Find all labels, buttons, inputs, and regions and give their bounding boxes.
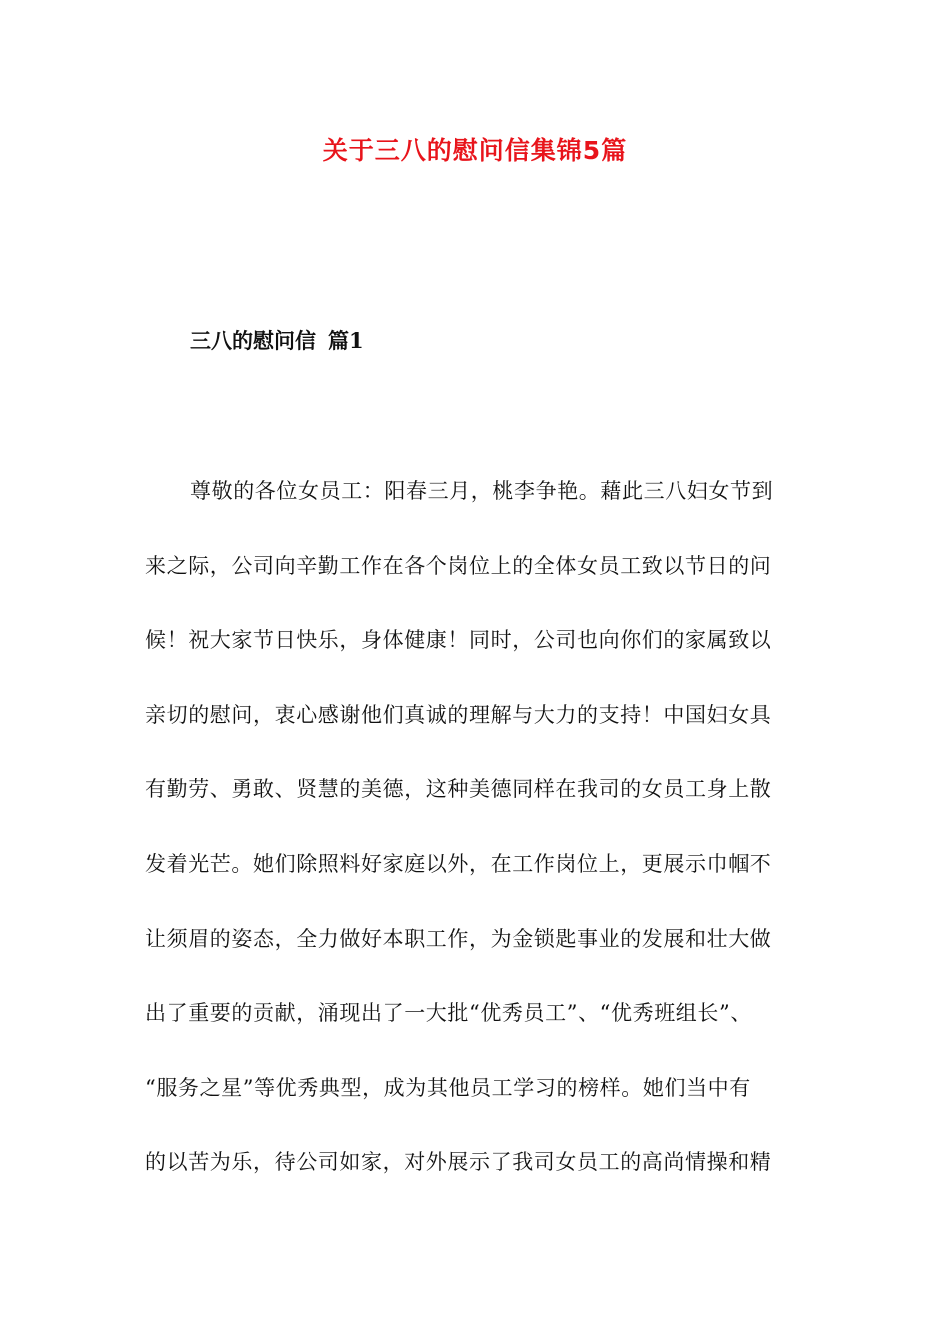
body-line: 尊敬的各位女员工：阳春三月，桃李争艳。藉此三八妇女节到 [190, 479, 774, 503]
body-line: 来之际，公司向辛勤工作在各个岗位上的全体女员工致以节日的问 [145, 553, 772, 578]
body-line: “服务之星”等优秀典型，成为其他员工学习的榜样。她们当中有 [145, 1075, 751, 1100]
section-label: 三八的慰问信 [190, 328, 316, 353]
body-line: 亲切的慰问，衷心感谢他们真诚的理解与大力的支持！中国妇女具 [145, 702, 772, 727]
document-title: 关于三八的慰问信集锦5篇 [322, 136, 628, 165]
body-line: 的以苦为乐，待公司如家，对外展示了我司女员工的高尚情操和精 [145, 1150, 772, 1175]
section-heading [190, 326, 364, 356]
letter-body [145, 476, 815, 1222]
section-number: 篇1 [328, 328, 364, 353]
body-line: 发着光芒。她们除照料好家庭以外，在工作岗位上，更展示巾帼不 [145, 851, 772, 876]
body-line: 有勤劳、勇敢、贤慧的美德，这种美德同样在我司的女员工身上散 [145, 777, 772, 802]
body-line: 候！祝大家节日快乐，身体健康！同时，公司也向你们的家属致以 [145, 628, 772, 653]
body-line: 出了重要的贡献，涌现出了一大批“优秀员工”、“优秀班组长”、 [145, 1001, 752, 1026]
body-line: 让须眉的姿态，全力做好本职工作，为金锁匙事业的发展和壮大做 [145, 926, 772, 951]
